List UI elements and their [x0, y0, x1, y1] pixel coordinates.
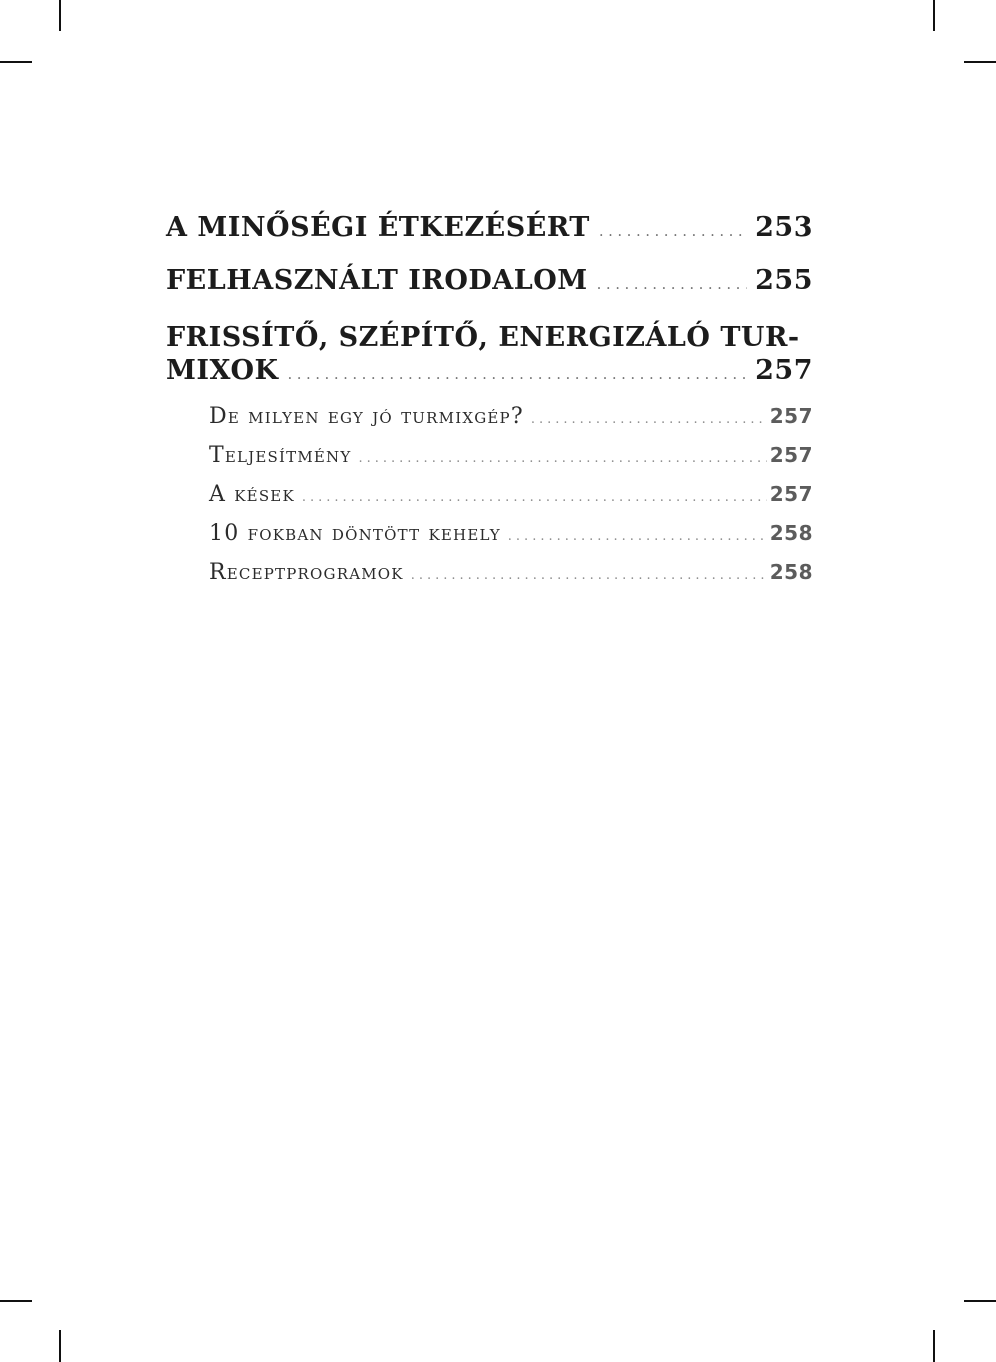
toc-entry [166, 480, 813, 512]
toc-entry-label: A MINŐSÉGI ÉTKEZÉSÉRT [166, 212, 590, 243]
crop-mark-bottom-right-vertical [933, 1330, 935, 1362]
toc-entry-label: De milyen egy jó turmixgép? [209, 404, 524, 429]
leader-dots [597, 264, 747, 301]
toc-entry-page-number: 253 [755, 212, 813, 243]
toc-entry [166, 321, 813, 391]
toc-entry-page-number: 258 [769, 560, 813, 584]
toc-entry-label: A kések [209, 482, 295, 507]
toc-entry-row [209, 402, 813, 434]
toc-entry-label: FELHASZNÁLT IRODALOM [166, 265, 588, 296]
leader-dots [508, 520, 767, 551]
leader-dots [411, 559, 767, 590]
toc-entry [166, 211, 813, 248]
toc-entry-page-number: 255 [755, 265, 813, 296]
toc-entry-page-number: 257 [769, 482, 813, 506]
crop-mark-bottom-right-horizontal [964, 1300, 996, 1302]
leader-dots [302, 481, 767, 512]
toc-entry-label: Teljesítmény [209, 443, 352, 468]
toc-entry-row [209, 558, 813, 590]
toc-entry-label-wrapped-line: FRISSÍTŐ, SZÉPÍTŐ, ENERGIZÁLÓ TUR- [166, 322, 800, 353]
toc-entry [166, 264, 813, 301]
toc-entry-row [209, 480, 813, 512]
table-of-contents [166, 211, 813, 597]
leader-dots [599, 211, 747, 248]
toc-entry [166, 441, 813, 473]
leader-dots [359, 442, 767, 473]
toc-entry-row [166, 354, 813, 391]
crop-mark-top-right-vertical [933, 0, 935, 31]
toc-entry-label: Receptprogramok [209, 560, 404, 585]
toc-entry-row [209, 519, 813, 551]
toc-entry-page-number: 258 [769, 521, 813, 545]
toc-entry [166, 402, 813, 434]
toc-entry-row [166, 264, 813, 301]
toc-entry-label: MIXOK [166, 355, 279, 386]
leader-dots [287, 354, 747, 391]
crop-mark-top-left-vertical [59, 0, 61, 31]
crop-mark-bottom-left-horizontal [0, 1300, 32, 1302]
toc-entry [166, 558, 813, 590]
toc-entry-label: 10 fokban döntött kehely [209, 521, 501, 546]
toc-entry-page-number: 257 [755, 355, 813, 386]
crop-mark-top-left-horizontal [0, 61, 32, 63]
leader-dots [531, 403, 767, 434]
crop-mark-top-right-horizontal [964, 61, 996, 63]
toc-entry-page-number: 257 [769, 443, 813, 467]
toc-entry-row [166, 211, 813, 248]
crop-mark-bottom-left-vertical [59, 1330, 61, 1362]
toc-entry-page-number: 257 [769, 404, 813, 428]
toc-entry-row [209, 441, 813, 473]
toc-entry [166, 519, 813, 551]
